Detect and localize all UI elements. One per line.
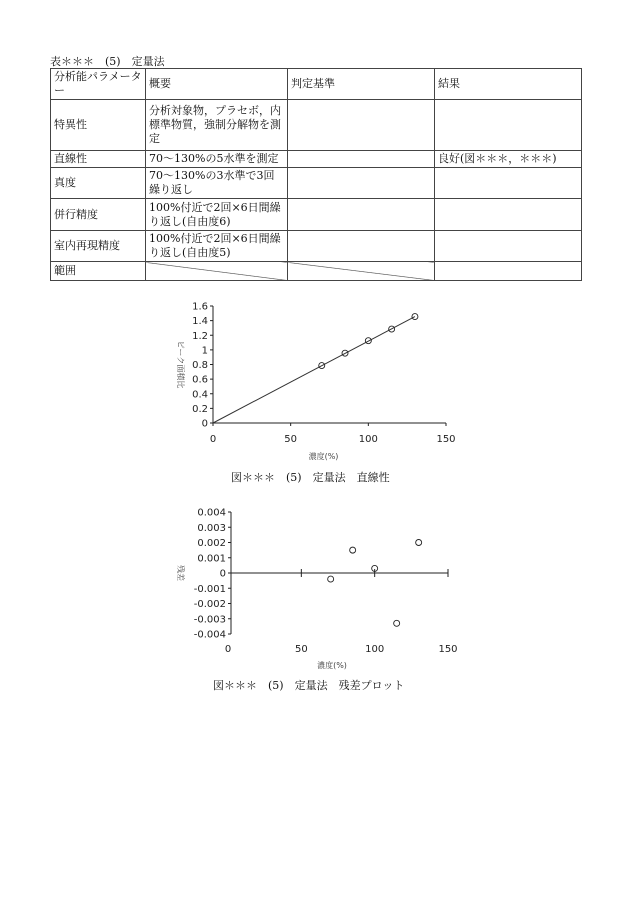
y-tick-label: -0.002 <box>193 599 226 610</box>
residual-chart-caption: 図＊＊＊ (5) 定量法 残差プロット <box>213 679 405 692</box>
header-cell: 判定基準 <box>288 69 435 100</box>
y-tick-label: 0.8 <box>192 360 208 371</box>
header-cell: 分析能パラメーター <box>51 69 146 100</box>
y-axis-title: ピーク面積比 <box>176 340 185 389</box>
data-point <box>416 540 422 546</box>
param-cell: 特異性 <box>51 100 146 151</box>
data-point <box>328 576 334 582</box>
x-tick-label: 150 <box>438 644 458 655</box>
summary-cell: 70〜130%の3水準で3回繰り返し <box>146 168 288 199</box>
linearity-chart-caption: 図＊＊＊ (5) 定量法 直線性 <box>231 471 390 484</box>
param-cell: 範囲 <box>51 262 146 281</box>
y-tick-label: 0.001 <box>197 553 226 565</box>
param-cell: 併行精度 <box>51 199 146 231</box>
data-point <box>394 620 400 626</box>
y-tick-label: 0.6 <box>192 374 208 386</box>
y-tick-label: 0.2 <box>192 403 208 415</box>
x-tick-label: 100 <box>365 644 385 655</box>
y-tick-label: 0.004 <box>197 507 226 519</box>
y-tick-label: -0.001 <box>193 583 226 595</box>
y-tick-label: 1.2 <box>192 330 208 342</box>
y-tick-label: 1 <box>201 345 208 357</box>
x-tick-label: 100 <box>358 434 378 445</box>
y-tick-label: 1.6 <box>192 301 208 313</box>
y-tick-label: 0.4 <box>192 389 208 401</box>
data-point <box>350 547 356 553</box>
x-axis-title: 濃度(%) <box>317 661 347 670</box>
summary-cell: 100%付近で2回×6日間繰り返し(自由度6) <box>146 199 288 231</box>
y-tick-label: -0.004 <box>193 629 226 641</box>
table-caption: 表＊＊＊ (5) 定量法 <box>50 55 165 68</box>
x-tick-label: 0 <box>224 644 232 655</box>
summary-cell: 分析対象物，プラセボ，内標準物質，強制分解物を測定 <box>146 100 288 151</box>
y-tick-label: 0.003 <box>197 522 226 534</box>
y-tick-label: 0 <box>219 568 226 580</box>
param-cell: 直線性 <box>51 151 146 168</box>
y-tick-label: 0.002 <box>197 538 226 549</box>
x-tick-label: 150 <box>436 434 456 445</box>
x-axis-title: 濃度(%) <box>308 452 339 461</box>
y-tick-label: 0 <box>201 418 208 430</box>
summary-cell: 70〜130%の5水準を測定 <box>146 151 288 168</box>
regression-line <box>213 317 415 423</box>
result-cell: 良好(図＊＊＊，＊＊＊) <box>435 151 582 168</box>
y-axis-title: 残差 <box>176 565 185 581</box>
param-cell: 真度 <box>51 168 146 199</box>
header-cell: 結果 <box>435 69 582 100</box>
summary-cell: 100%付近で2回×6日間繰り返し(自由度5) <box>146 231 288 262</box>
x-tick-label: 50 <box>284 434 298 445</box>
header-cell: 概要 <box>146 69 288 100</box>
x-tick-label: 0 <box>209 434 217 445</box>
param-cell: 室内再現精度 <box>51 231 146 262</box>
y-tick-label: 1.4 <box>192 316 208 328</box>
y-tick-label: -0.003 <box>193 614 226 626</box>
x-tick-label: 50 <box>294 644 308 655</box>
